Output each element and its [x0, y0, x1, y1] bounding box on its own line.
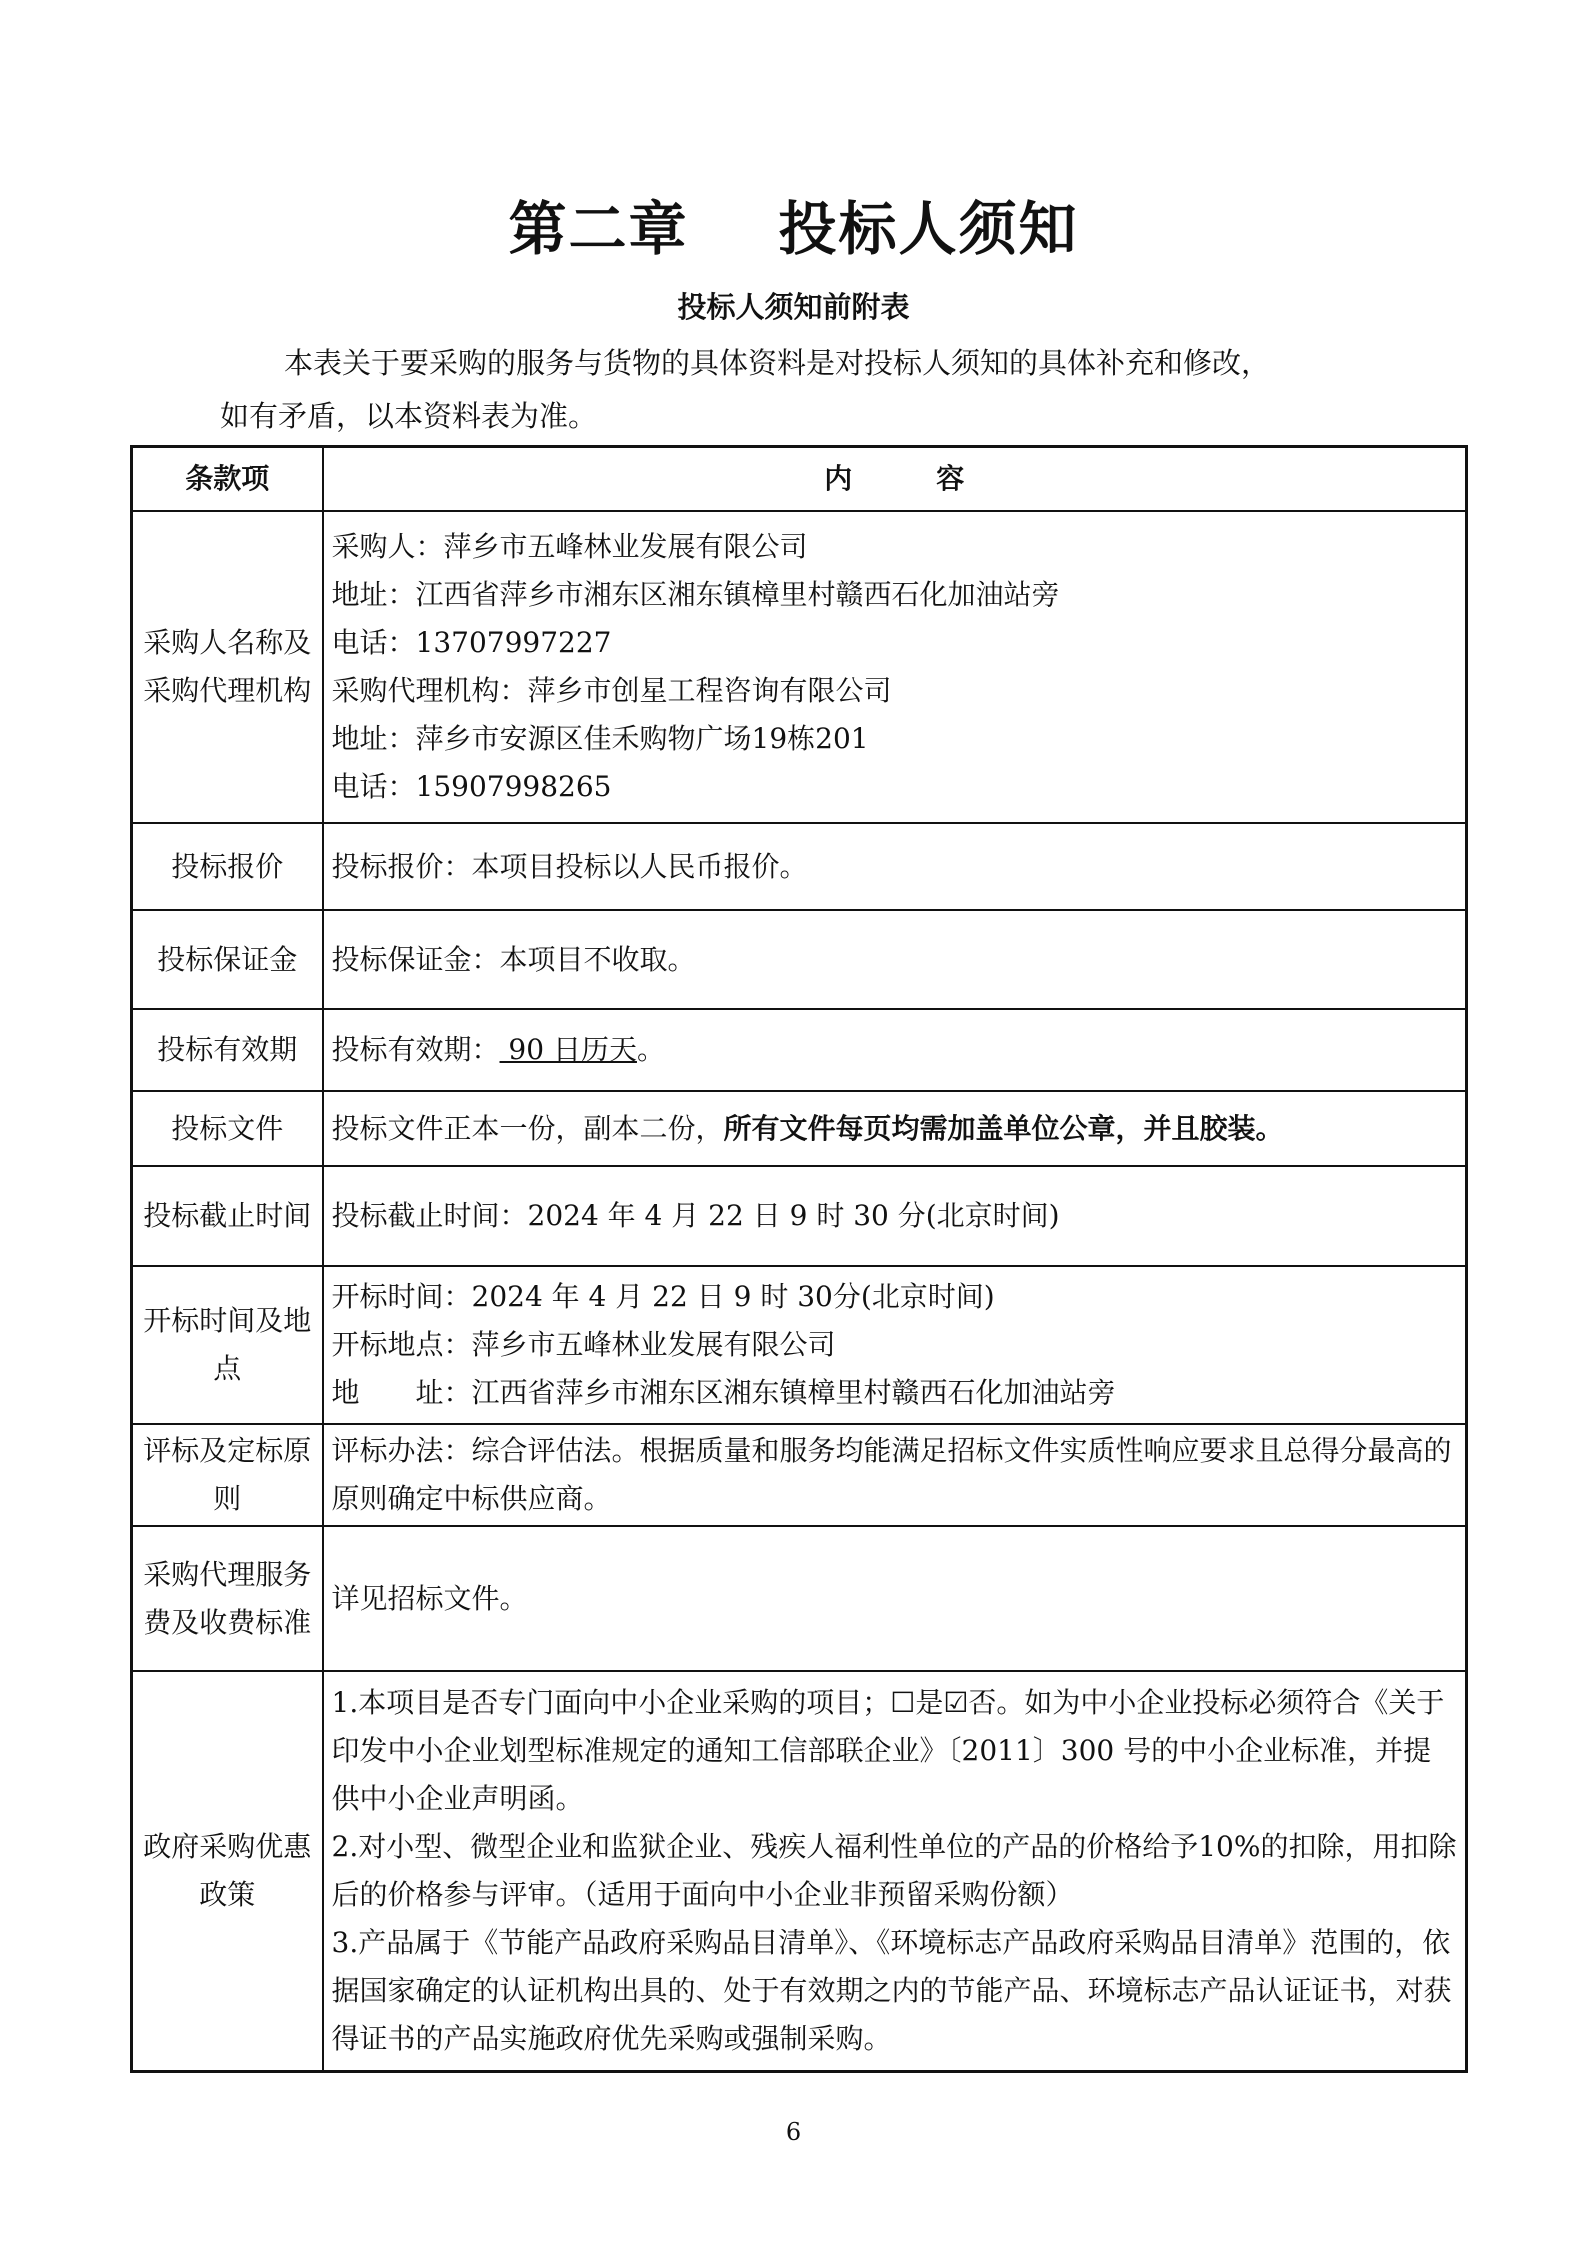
row-label: 采购人名称及采购代理机构	[132, 511, 323, 823]
table-row	[132, 1166, 1467, 1266]
opening-place: 开标地点：萍乡市五峰林业发展有限公司	[331, 1328, 836, 1361]
purchaser-name: 采购人：萍乡市五峰林业发展有限公司	[331, 530, 808, 563]
row-content: 投标报价：本项目投标以人民币报价。	[323, 823, 1467, 910]
header-content: 内 容	[323, 447, 1467, 512]
table-row	[132, 1091, 1467, 1166]
row-label: 开标时间及地点	[132, 1266, 323, 1424]
table-row	[132, 823, 1467, 910]
row-label: 评标及定标原则	[132, 1424, 323, 1526]
opening-time: 开标时间：2024 年 4 月 22 日 9 时 30分(北京时间)	[331, 1280, 995, 1313]
agency-phone: 电话：15907998265	[331, 770, 612, 803]
table-row	[132, 1009, 1467, 1091]
row-label: 投标截止时间	[132, 1166, 323, 1266]
instructions-table	[130, 445, 1468, 2073]
row-content: 投标保证金：本项目不收取。	[323, 910, 1467, 1009]
row-label: 采购代理服务费及收费标准	[132, 1526, 323, 1671]
table-header-row	[132, 447, 1467, 512]
chapter-name: 投标人须知	[778, 195, 1079, 263]
row-content	[323, 1266, 1467, 1424]
header-item: 条款项	[132, 447, 323, 512]
validity-value: 90 日历天	[499, 1033, 637, 1066]
chapter-title	[0, 182, 1587, 266]
policy-item-2: 2.对小型、微型企业和监狱企业、残疾人福利性单位的产品的价格给予10%的扣除，用扣除后的价格参与评审。（适用于面向中小企业非预留采购份额）	[331, 1829, 1457, 1911]
table-row	[132, 1671, 1467, 2071]
purchaser-phone: 电话：13707997227	[331, 626, 612, 659]
policy-item-3: 3.产品属于《节能产品政府采购品目清单》、《环境标志产品政府采购品目清单》范围的，依据国家确定的认证机构出具的、处于有效期之内的节能产品、环境标志产品认证证书，对获得证书的产品实施政府优先采购或强制采购。	[331, 1925, 1452, 2055]
intro-line-2: 如有矛盾，以本资料表为准。	[220, 399, 598, 433]
row-content: 详见招标文件。	[323, 1526, 1467, 1671]
validity-prefix: 投标有效期：	[331, 1033, 500, 1066]
row-content: 评标办法：综合评估法。根据质量和服务均能满足招标文件实质性响应要求且总得分最高的原则确定中标供应商。	[323, 1424, 1467, 1526]
agency-address: 地址：萍乡市安源区佳禾购物广场19栋201	[331, 722, 869, 755]
table-title: 投标人须知前附表	[677, 290, 910, 324]
bid-doc-requirement: 所有文件每页均需加盖单位公章，并且胶装。	[723, 1111, 1284, 1145]
row-content	[323, 1091, 1467, 1166]
table-row	[132, 511, 1467, 823]
row-label: 投标报价	[132, 823, 323, 910]
agency-name: 采购代理机构：萍乡市创星工程咨询有限公司	[331, 674, 892, 707]
policy-item-1: 1.本项目是否专门面向中小企业采购的项目；☐是☑否。如为中小企业投标必须符合《关于印发中小企业划型标准规定的通知工信部联企业》〔2011〕300 号的中小企业标准，并提供中小企业声明函。	[331, 1685, 1445, 1815]
page-number: 6	[785, 2118, 802, 2146]
row-content: 投标截止时间：2024 年 4 月 22 日 9 时 30 分(北京时间)	[323, 1166, 1467, 1266]
row-content	[323, 1671, 1467, 2071]
row-label: 投标保证金	[132, 910, 323, 1009]
row-label: 投标文件	[132, 1091, 323, 1166]
row-content	[323, 1009, 1467, 1091]
table-row	[132, 1526, 1467, 1671]
table-row	[132, 910, 1467, 1009]
table-row	[132, 1424, 1467, 1526]
chapter-number: 第二章	[508, 195, 689, 263]
purchaser-address: 地址：江西省萍乡市湘东区湘东镇樟里村赣西石化加油站旁	[331, 578, 1060, 611]
row-content	[323, 511, 1467, 823]
bid-doc-text: 投标文件正本一份，副本二份，	[331, 1111, 724, 1145]
intro-line-1: 本表关于要采购的服务与货物的具体资料是对投标人须知的具体补充和修改，	[284, 346, 1271, 380]
validity-suffix: 。	[636, 1033, 665, 1066]
row-label: 投标有效期	[132, 1009, 323, 1091]
table-row	[132, 1266, 1467, 1424]
row-label: 政府采购优惠政策	[132, 1671, 323, 2071]
opening-address: 地 址：江西省萍乡市湘东区湘东镇樟里村赣西石化加油站旁	[331, 1376, 1116, 1409]
